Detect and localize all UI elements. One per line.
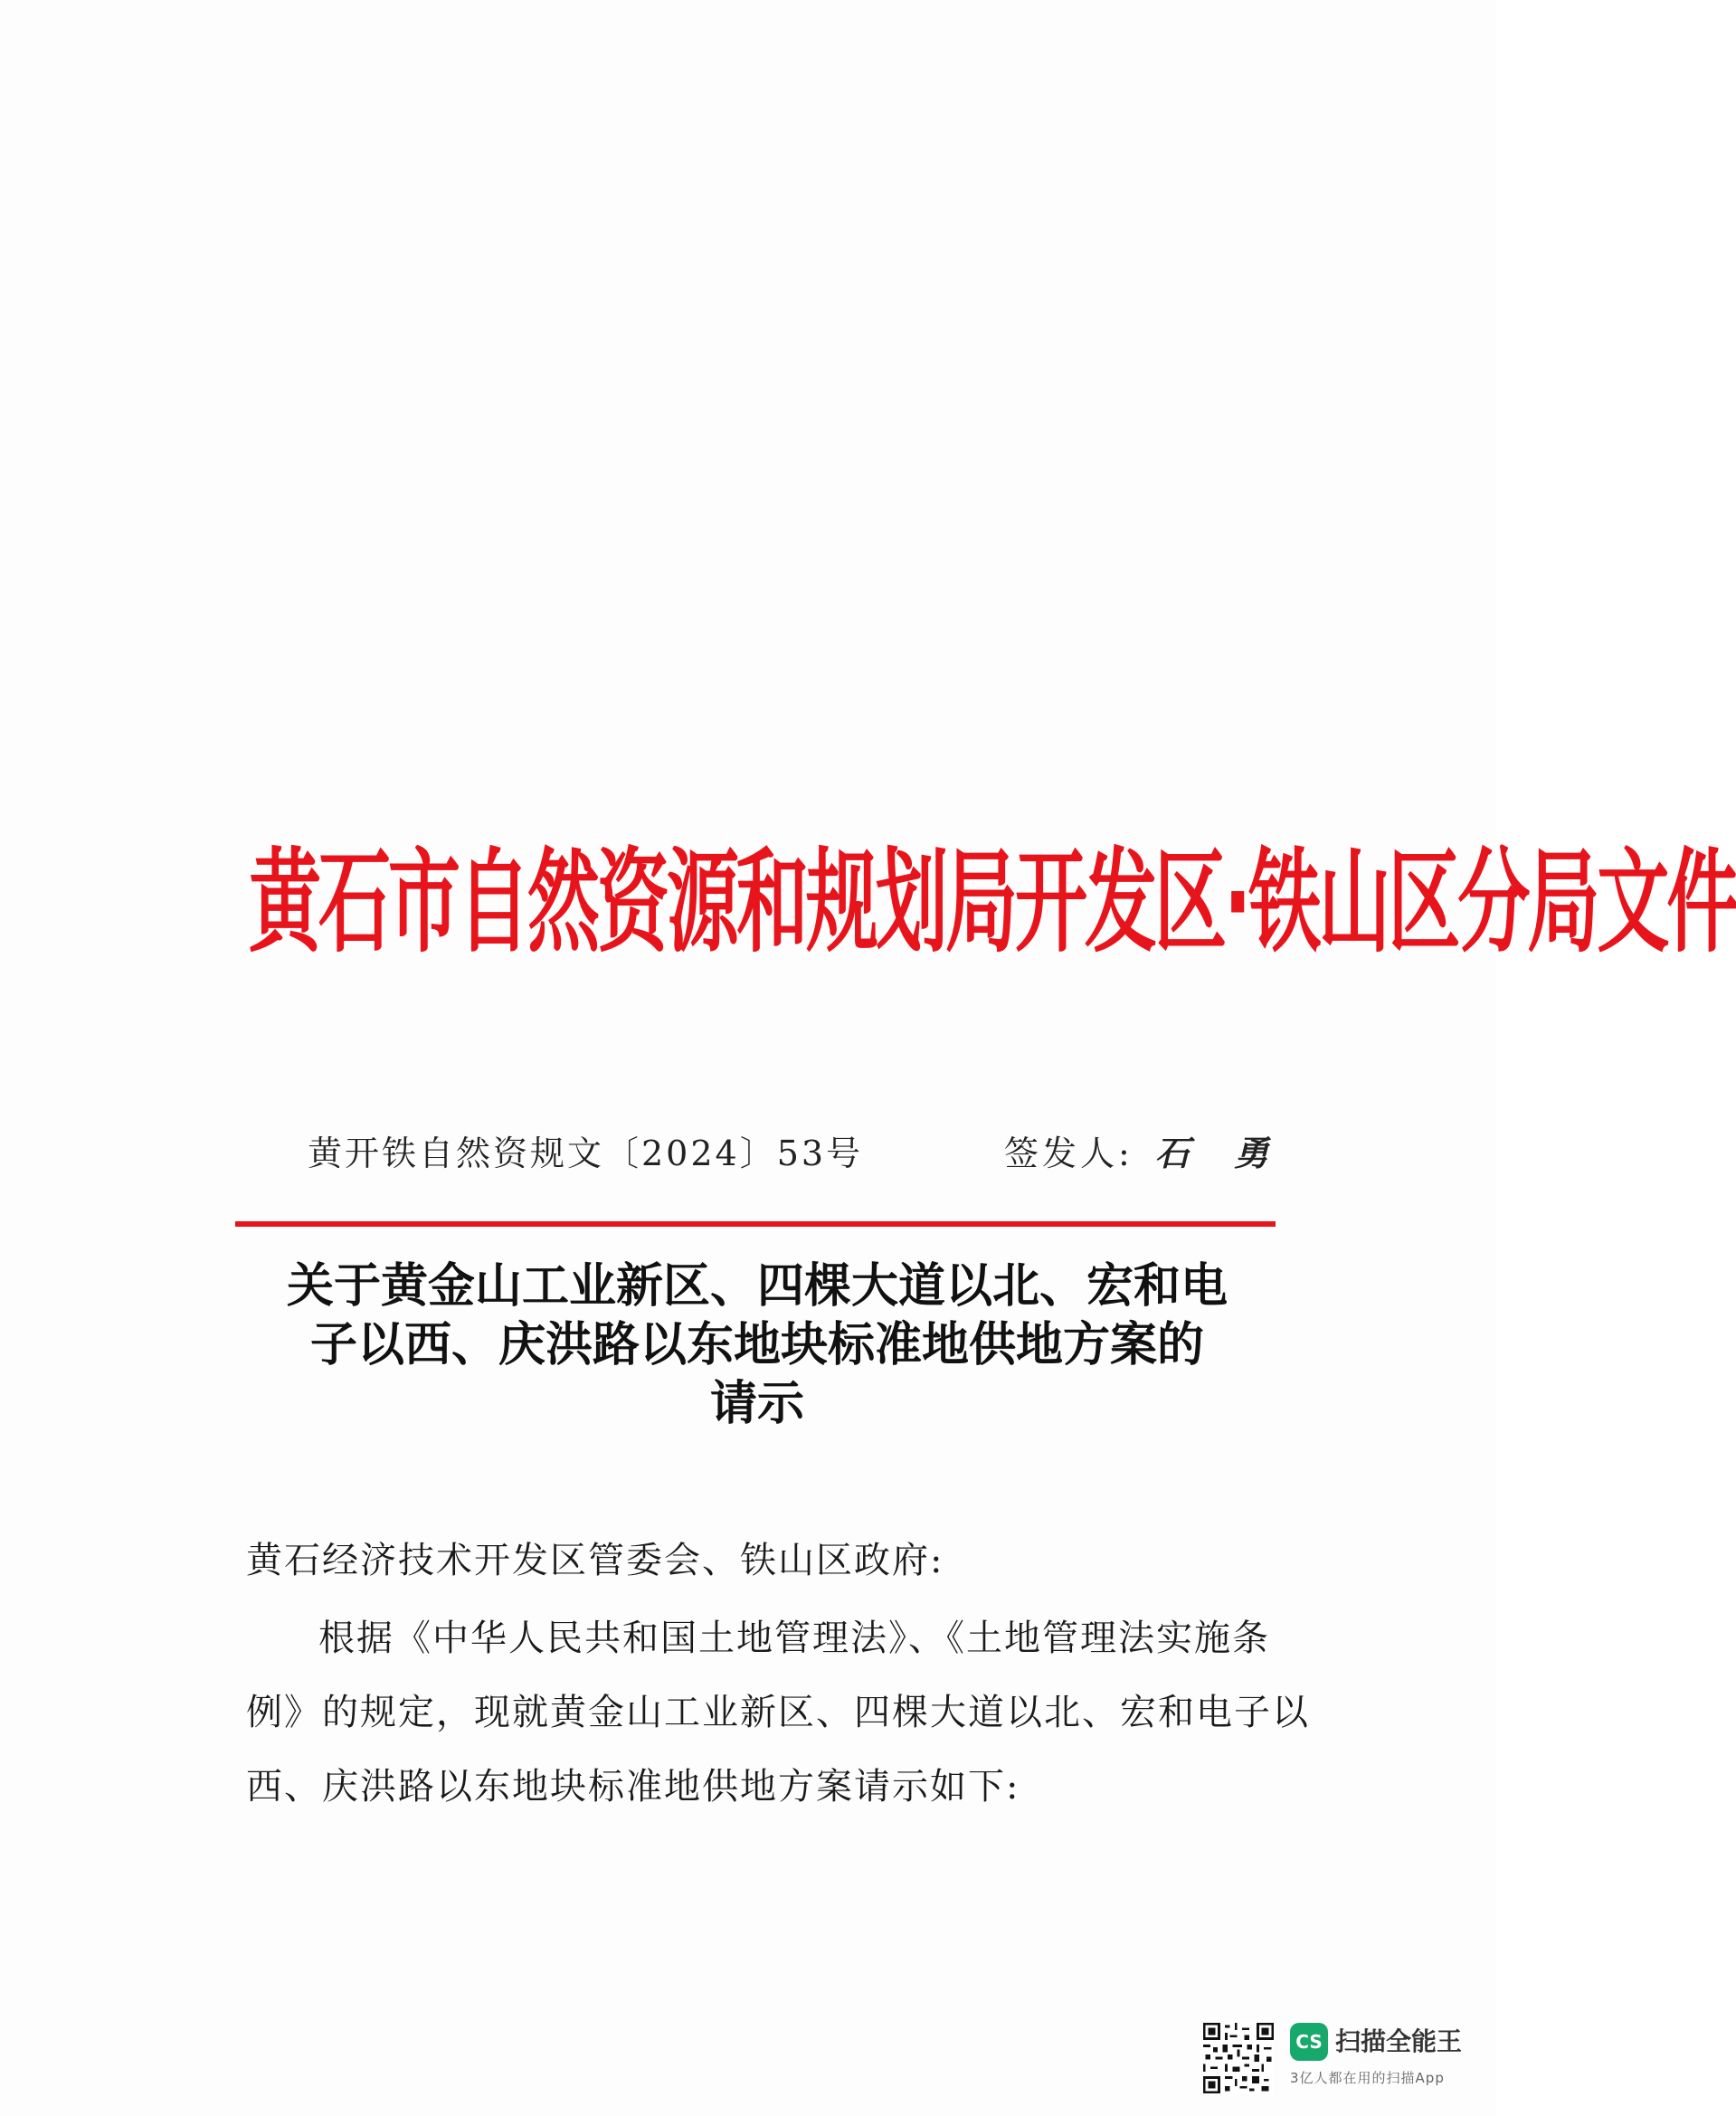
document-number: 黄开铁自然资规文〔2024〕53号 [308, 1134, 864, 1173]
document-title [237, 1257, 1277, 1434]
app-name: 扫描全能王 [1335, 2026, 1463, 2056]
title-line: 关于黄金山工业新区、四棵大道以北、宏和电 [286, 1259, 1228, 1314]
title-line: 子以西、庆洪路以东地块标准地供地方案的 [309, 1318, 1204, 1372]
signer-name: 石 勇 [1154, 1133, 1285, 1173]
camscanner-logo-icon: CS [1290, 2023, 1328, 2061]
body-line: 例》的规定，现就黄金山工业新区、四棵大道以北、宏和电子以 [246, 1692, 1310, 1733]
addressee: 黄石经济技术开发区管委会、铁山区政府: [246, 1540, 944, 1581]
qr-code-icon [1203, 2023, 1274, 2093]
signer-line [1004, 1126, 1285, 1181]
signer-label: 签发人: [1004, 1134, 1134, 1173]
issuer-header: 黄石市自然资源和规划局开发区·铁山区分局文件 [249, 837, 1736, 968]
body-paragraph [246, 1601, 1310, 1824]
scanner-watermark [1203, 2017, 1475, 2099]
body-line: 西、庆洪路以东地块标准地供地方案请示如下: [246, 1766, 1020, 1808]
body-line: 根据《中华人民共和国土地管理法》、《土地管理法实施条 [318, 1618, 1270, 1659]
app-tagline: 3亿人都在用的扫描App [1290, 2070, 1445, 2086]
title-line: 请示 [709, 1377, 804, 1431]
red-divider-line [235, 1221, 1276, 1227]
